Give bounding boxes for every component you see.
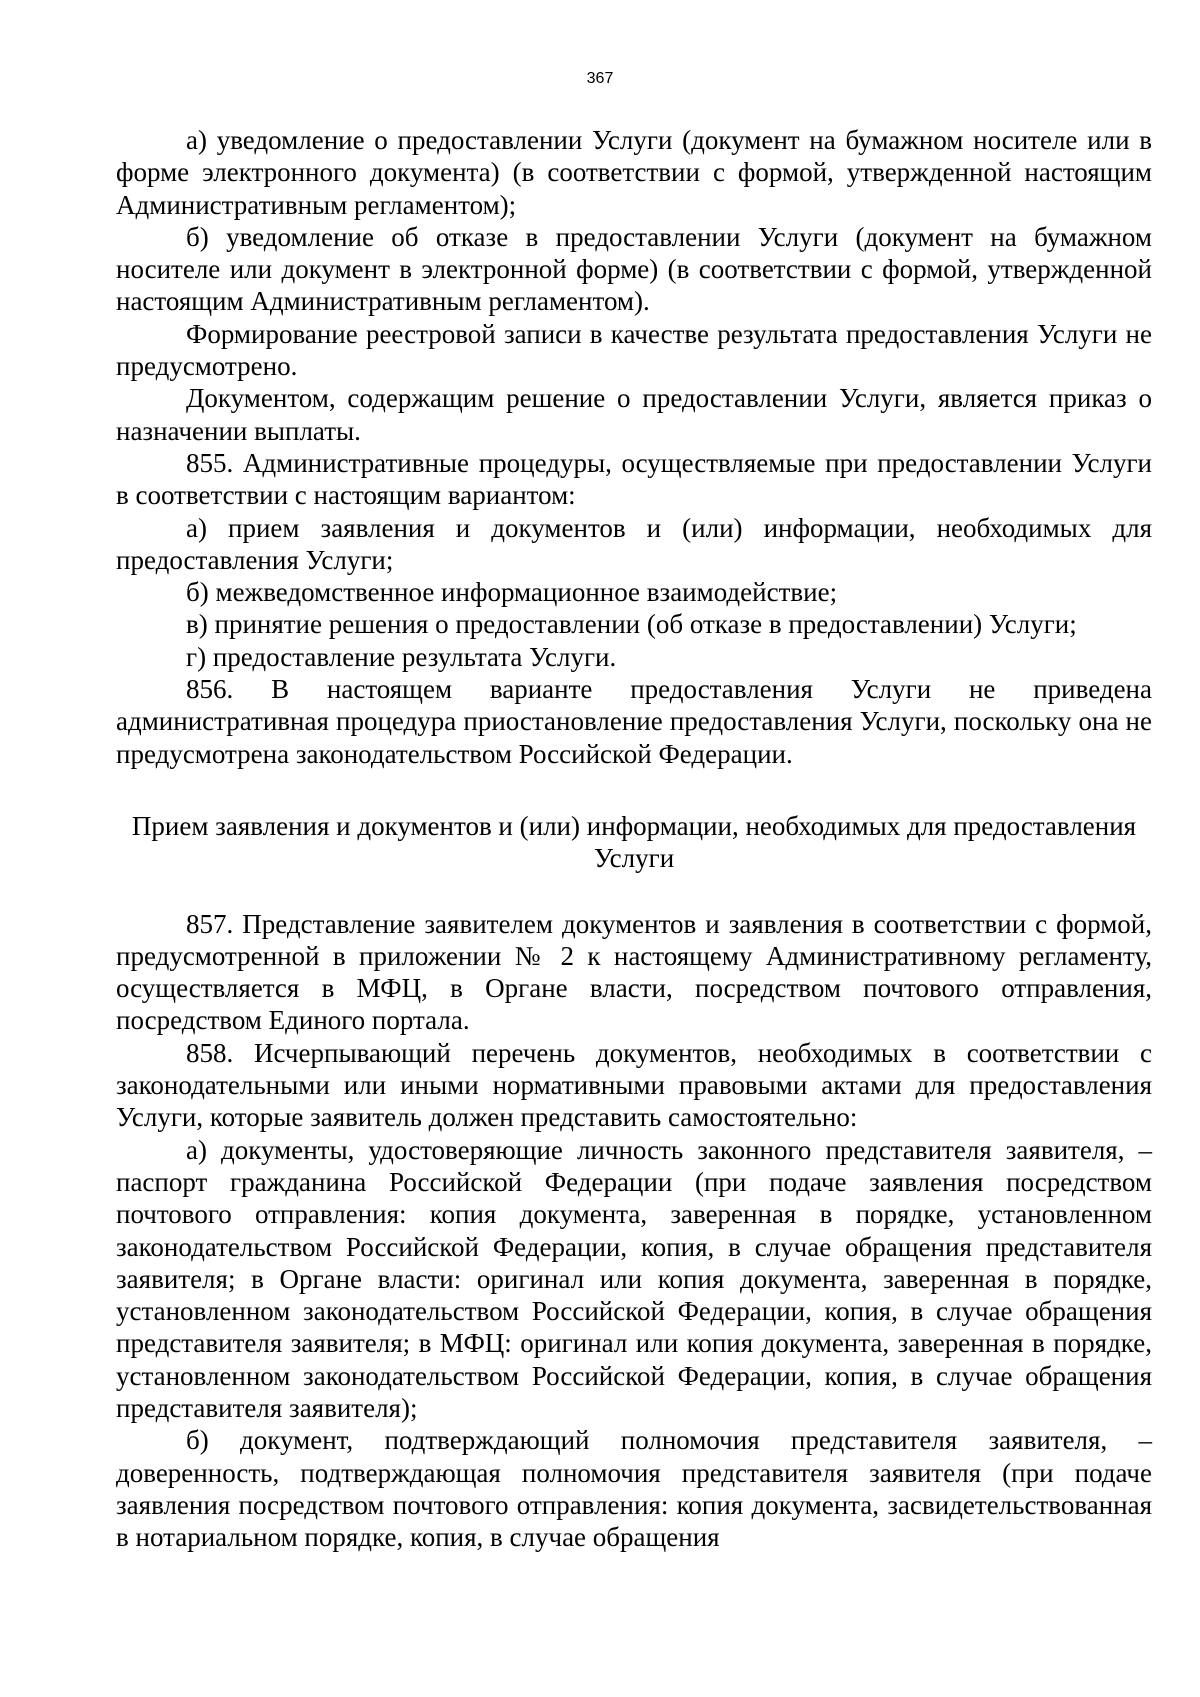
- paragraph-refusal-notification: б) уведомление об отказе в предоставлении Услуги (документ на бумажном носителе или документ в электронной форме) (в соответствии с формой, утвержденной настоящим Административным регламентом).: [116, 221, 1152, 317]
- list-item-a: а) прием заявления и документов и (или) информации, необходимых для предоставления Услуги;: [116, 512, 1152, 575]
- section-heading: Прием заявления и документов и (или) информации, необходимых для предоставления Услуги: [131, 810, 1137, 874]
- paragraph-856: 856. В настоящем варианте предоставления Услуги не приведена административная процедура приостановление предоставления Услуги, поскольку она не предусмотрена законодательством Российской Федерации.: [116, 674, 1152, 769]
- list-item-g: г) предоставление результата Услуги.: [186, 641, 617, 672]
- page-number: 367: [586, 70, 614, 87]
- document-body: [116, 124, 1152, 1553]
- list-item-v: в) принятие решения о предоставлении (об отказе в предоставлении) Услуги;: [186, 609, 1077, 640]
- list-item-a-identity-documents: а) документы, удостоверяющие личность законного представителя заявителя, – паспорт гражданина Российской Федерации (при подаче заявления посредством почтового отправления: копия документа, заверенная в порядке, установленном законодательством Российской Федерации, копия, в случае обращения представителя заявителя; в Органе власти: оригинал или копия документа, заверенная в порядке, установленном законодательством Российской Федерации, копия, в случае обращения представителя заявителя; в МФЦ: оригинал или копия документа, заверенная в порядке, установленном законодательством Российской Федерации, копия, в случае обращения представителя заявителя);: [116, 1134, 1152, 1423]
- paragraph-858: 858. Исчерпывающий перечень документов, необходимых в соответствии с законодательными или иными нормативными правовыми актами для предоставления Услуги, которые заявитель должен представить самостоятельно:: [116, 1037, 1152, 1133]
- paragraph-decision-document: Документом, содержащим решение о предоставлении Услуги, является приказ о назначении выплаты.: [116, 383, 1152, 446]
- paragraph-registry-record: Формирование реестровой записи в качестве результата предоставления Услуги не предусмотрено.: [116, 318, 1152, 382]
- list-item-b-power-of-attorney: б) документ, подтверждающий полномочия представителя заявителя, – доверенность, подтверждающая полномочия представителя заявителя (при подаче заявления посредством почтового отправления: копия документа, засвидетельствованная в нотариальном порядке, копия, в случае обращения: [116, 1425, 1152, 1553]
- list-item-b: б) межведомственное информационное взаимодействие;: [186, 577, 838, 608]
- paragraph-result-notification: а) уведомление о предоставлении Услуги (документ на бумажном носителе или в форме электронного документа) (в соответствии с формой, утвержденной настоящим Административным регламентом);: [116, 125, 1152, 220]
- paragraph-855: 855. Административные процедуры, осуществляемые при предоставлении Услуги в соответствии с настоящим вариантом:: [116, 447, 1152, 511]
- paragraph-857: 857. Представление заявителем документов и заявления в соответствии с формой, предусмотренной в приложении № 2 к настоящему Административному регламенту, осуществляется в МФЦ, в Органе власти, посредством почтового отправления, посредством Единого портала.: [116, 908, 1152, 1036]
